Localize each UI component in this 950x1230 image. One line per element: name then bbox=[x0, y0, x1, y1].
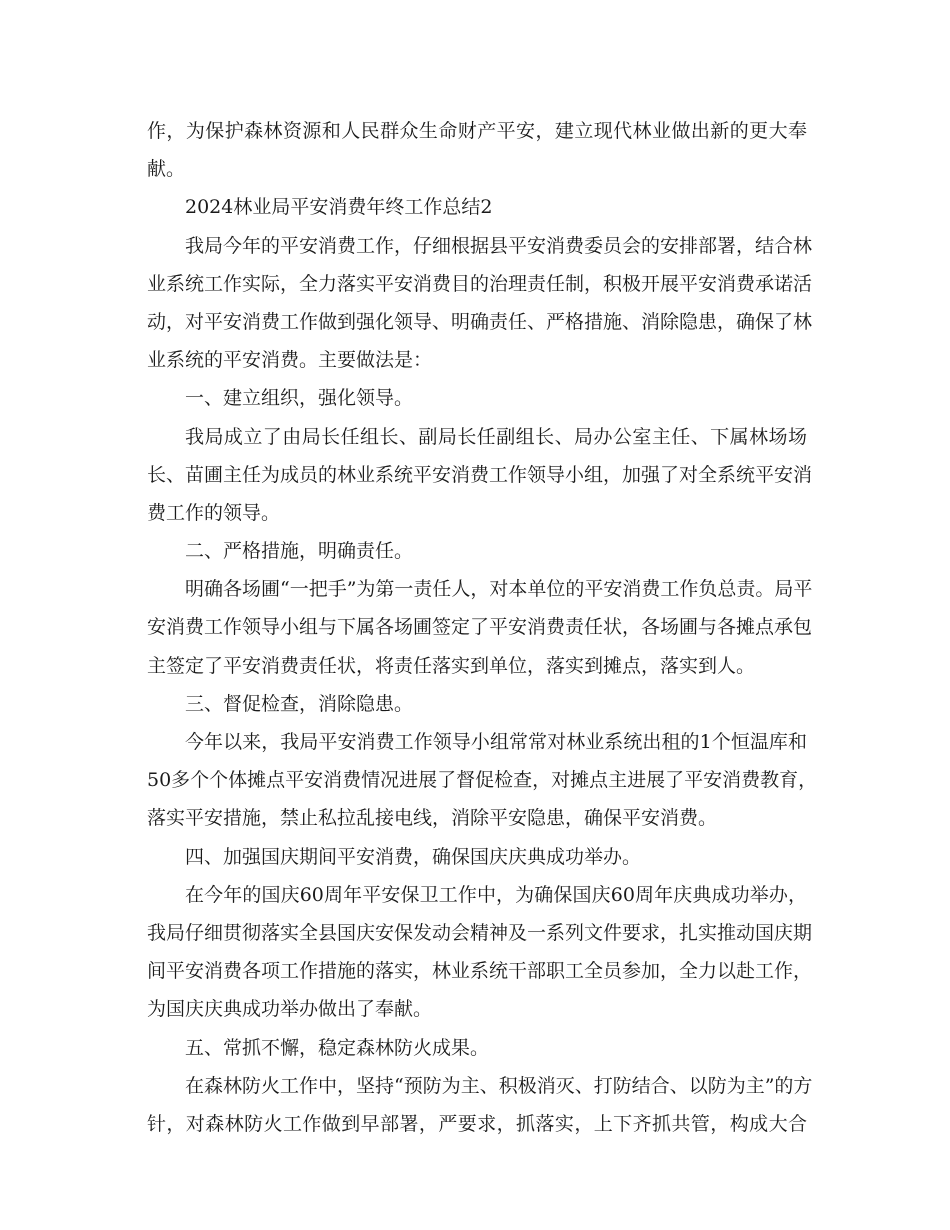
paragraph-line: 长、苗圃主任为成员的林业系统平安消费工作领导小组，加强了对全系统平安消 bbox=[147, 463, 813, 486]
paragraph-line: 我局成立了由局长任组长、副局长任副组长、局办公室主任、下属林场场 bbox=[185, 425, 807, 448]
paragraph-line: 明确各场圃“一把手”为第一责任人，对本单位的平安消费工作负总责。局平 bbox=[185, 578, 813, 601]
paragraph-line: 我局今年的平安消费工作，仔细根据县平安消费委员会的安排部署，结合林 bbox=[185, 234, 813, 257]
paragraph-line: 费工作的领导。 bbox=[147, 501, 281, 524]
paragraph-line: 50多个个体摊点平安消费情况进展了督促检查，对摊点主进展了平安消费教育， bbox=[147, 769, 818, 792]
paragraph-line: 动，对平安消费工作做到强化领导、明确责任、严格措施、消除隐患，确保了林 bbox=[147, 310, 813, 333]
section-heading: 三、督促检查，消除隐患。 bbox=[185, 692, 414, 715]
section-heading: 二、严格措施，明确责任。 bbox=[185, 540, 414, 563]
section-heading: 五、常抓不懈，稳定森林防火成果。 bbox=[185, 1036, 490, 1059]
paragraph-line: 落实平安措施，禁止私拉乱接电线，消除平安隐患，确保平安消费。 bbox=[147, 807, 718, 830]
paragraph-line: 今年以来，我局平安消费工作领导小组常常对林业系统出租的1个恒温库和 bbox=[185, 731, 807, 753]
paragraph-line: 我局仔细贯彻落实全县国庆安保发动会精神及一系列文件要求，扎实推动国庆期 bbox=[147, 921, 813, 944]
text-line: 作，为保护森林资源和人民群众生命财产平安，建立现代林业做出新的更大奉 bbox=[147, 120, 807, 142]
paragraph-line: 主签定了平安消费责任状，将责任落实到单位，落实到摊点，落实到人。 bbox=[147, 654, 756, 677]
section-heading: 一、建立组织，强化领导。 bbox=[185, 387, 414, 410]
paragraph-line: 安消费工作领导小组与下属各场圃签定了平安消费责任状，各场圃与各摊点承包 bbox=[147, 616, 813, 639]
section-heading: 四、加强国庆期间平安消费，确保国庆庆典成功举办。 bbox=[185, 845, 642, 868]
paragraph-line: 针，对森林防火工作做到早部署，严要求，抓落实，上下齐抓共管，构成大合 bbox=[147, 1112, 807, 1135]
text-line: 献。 bbox=[147, 158, 186, 181]
paragraph-line: 在森林防火工作中，坚持“预防为主、积极消灭、打防结合、以防为主”的方 bbox=[185, 1074, 813, 1097]
section-title: 2024林业局平安消费年终工作总结2 bbox=[185, 196, 493, 219]
paragraph-line: 业系统的平安消费。主要做法是： bbox=[147, 349, 433, 372]
paragraph-line: 业系统工作实际，全力落实平安消费目的治理责任制，积极开展平安消费承诺活 bbox=[147, 272, 813, 295]
paragraph-line: 为国庆庆典成功举办做出了奉献。 bbox=[147, 998, 433, 1021]
paragraph-line: 间平安消费各项工作措施的落实，林业系统干部职工全员参加，全力以赴工作， bbox=[147, 960, 813, 983]
paragraph-line: 在今年的国庆60周年平安保卫工作中，为确保国庆60周年庆典成功举办， bbox=[185, 883, 807, 906]
document-body bbox=[147, 112, 818, 1143]
